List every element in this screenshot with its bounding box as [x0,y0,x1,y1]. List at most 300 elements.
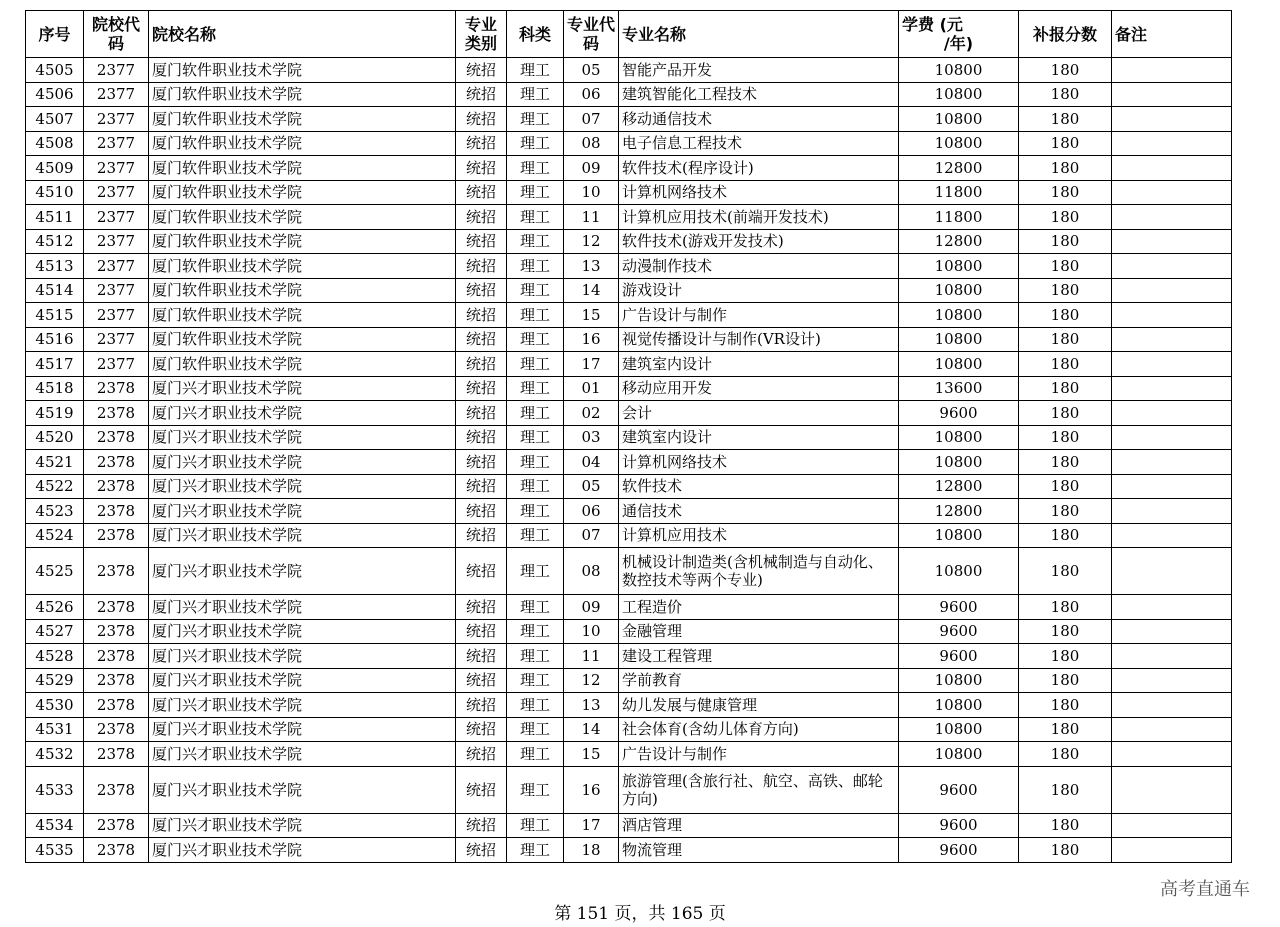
cell-school-name: 厦门兴才职业技术学院 [149,668,456,693]
cell-category: 理工 [507,766,564,813]
cell-note [1112,742,1232,767]
cell-note [1112,229,1232,254]
table-row [26,523,1232,548]
table-row [26,303,1232,328]
cell-major-code: 15 [564,303,619,328]
cell-major-type: 统招 [456,254,507,279]
cell-major-type: 统招 [456,474,507,499]
table-row [26,838,1232,863]
cell-note [1112,303,1232,328]
table-row [26,548,1232,595]
cell-category: 理工 [507,548,564,595]
cell-major-code: 03 [564,425,619,450]
cell-score: 180 [1019,450,1112,475]
cell-major-code: 09 [564,595,619,620]
cell-seq: 4509 [26,156,84,181]
cell-school-code: 2377 [84,229,149,254]
cell-score: 180 [1019,742,1112,767]
cell-note [1112,474,1232,499]
cell-major-code: 06 [564,499,619,524]
cell-major-type: 统招 [456,131,507,156]
cell-major-name: 游戏设计 [619,278,899,303]
cell-school-code: 2377 [84,180,149,205]
cell-school-code: 2378 [84,450,149,475]
cell-score: 180 [1019,766,1112,813]
header-major-name: 专业名称 [619,11,899,58]
cell-score: 180 [1019,668,1112,693]
cell-school-name: 厦门软件职业技术学院 [149,327,456,352]
cell-school-code: 2378 [84,668,149,693]
cell-score: 180 [1019,376,1112,401]
cell-school-code: 2377 [84,131,149,156]
cell-major-code: 09 [564,156,619,181]
cell-school-name: 厦门兴才职业技术学院 [149,474,456,499]
cell-score: 180 [1019,595,1112,620]
cell-major-type: 统招 [456,278,507,303]
cell-school-code: 2378 [84,548,149,595]
cell-major-code: 17 [564,352,619,377]
cell-school-code: 2377 [84,278,149,303]
cell-note [1112,766,1232,813]
cell-category: 理工 [507,450,564,475]
cell-score: 180 [1019,619,1112,644]
cell-category: 理工 [507,742,564,767]
table-row [26,474,1232,499]
cell-major-type: 统招 [456,327,507,352]
cell-score: 180 [1019,205,1112,230]
cell-school-code: 2377 [84,303,149,328]
cell-score: 180 [1019,327,1112,352]
table-row [26,327,1232,352]
cell-school-code: 2378 [84,693,149,718]
cell-tuition: 10800 [899,523,1019,548]
cell-major-name: 视觉传播设计与制作(VR设计) [619,327,899,352]
cell-tuition: 12800 [899,474,1019,499]
cell-note [1112,693,1232,718]
cell-major-type: 统招 [456,58,507,83]
header-school-name: 院校名称 [149,11,456,58]
cell-school-code: 2378 [84,425,149,450]
cell-tuition: 10800 [899,693,1019,718]
cell-major-name: 社会体育(含幼儿体育方向) [619,717,899,742]
cell-category: 理工 [507,82,564,107]
header-major-code: 专业代码 [564,11,619,58]
cell-score: 180 [1019,425,1112,450]
cell-tuition: 9600 [899,619,1019,644]
cell-note [1112,352,1232,377]
table-row [26,278,1232,303]
cell-note [1112,813,1232,838]
cell-school-name: 厦门软件职业技术学院 [149,278,456,303]
cell-school-code: 2378 [84,742,149,767]
cell-school-name: 厦门软件职业技术学院 [149,303,456,328]
cell-major-name: 软件技术 [619,474,899,499]
cell-seq: 4512 [26,229,84,254]
cell-note [1112,425,1232,450]
cell-category: 理工 [507,668,564,693]
table-row [26,58,1232,83]
cell-school-code: 2378 [84,838,149,863]
cell-major-code: 13 [564,254,619,279]
table-row [26,401,1232,426]
cell-note [1112,499,1232,524]
cell-tuition: 10800 [899,58,1019,83]
cell-score: 180 [1019,180,1112,205]
table-row [26,499,1232,524]
table-row [26,376,1232,401]
table-row [26,254,1232,279]
cell-major-name: 计算机网络技术 [619,180,899,205]
cell-seq: 4533 [26,766,84,813]
cell-score: 180 [1019,523,1112,548]
cell-score: 180 [1019,82,1112,107]
cell-school-name: 厦门软件职业技术学院 [149,229,456,254]
cell-school-code: 2378 [84,595,149,620]
cell-score: 180 [1019,58,1112,83]
cell-tuition: 10800 [899,327,1019,352]
cell-school-code: 2377 [84,254,149,279]
cell-tuition: 10800 [899,742,1019,767]
cell-major-name: 动漫制作技术 [619,254,899,279]
cell-school-code: 2377 [84,107,149,132]
cell-tuition: 10800 [899,548,1019,595]
cell-tuition: 11800 [899,205,1019,230]
cell-category: 理工 [507,838,564,863]
cell-major-type: 统招 [456,450,507,475]
cell-major-code: 14 [564,278,619,303]
cell-major-name: 物流管理 [619,838,899,863]
cell-tuition: 12800 [899,229,1019,254]
table-row [26,205,1232,230]
cell-seq: 4529 [26,668,84,693]
cell-major-name: 学前教育 [619,668,899,693]
cell-tuition: 10800 [899,450,1019,475]
cell-school-name: 厦门软件职业技术学院 [149,58,456,83]
cell-major-name: 通信技术 [619,499,899,524]
cell-major-code: 12 [564,668,619,693]
table-row [26,82,1232,107]
cell-note [1112,523,1232,548]
page-footer: 第 151 页，共 165 页 [554,904,726,924]
cell-major-code: 01 [564,376,619,401]
cell-major-code: 18 [564,838,619,863]
cell-major-code: 13 [564,693,619,718]
cell-score: 180 [1019,278,1112,303]
cell-note [1112,376,1232,401]
table-row [26,352,1232,377]
cell-major-name: 电子信息工程技术 [619,131,899,156]
cell-major-name: 广告设计与制作 [619,303,899,328]
cell-school-code: 2378 [84,813,149,838]
cell-major-type: 统招 [456,180,507,205]
cell-note [1112,450,1232,475]
cell-major-type: 统招 [456,303,507,328]
cell-category: 理工 [507,205,564,230]
cell-score: 180 [1019,131,1112,156]
table-row [26,131,1232,156]
cell-school-code: 2377 [84,156,149,181]
cell-tuition: 10800 [899,717,1019,742]
cell-tuition: 10800 [899,352,1019,377]
cell-school-name: 厦门软件职业技术学院 [149,180,456,205]
cell-note [1112,327,1232,352]
cell-score: 180 [1019,644,1112,669]
cell-note [1112,131,1232,156]
cell-seq: 4507 [26,107,84,132]
cell-score: 180 [1019,303,1112,328]
cell-seq: 4523 [26,499,84,524]
cell-school-code: 2378 [84,376,149,401]
cell-major-name: 计算机网络技术 [619,450,899,475]
cell-school-name: 厦门兴才职业技术学院 [149,595,456,620]
cell-major-name: 金融管理 [619,619,899,644]
header-tuition [899,11,1019,58]
cell-major-code: 16 [564,766,619,813]
header-seq: 序号 [26,11,84,58]
cell-seq: 4513 [26,254,84,279]
table-row [26,156,1232,181]
cell-category: 理工 [507,499,564,524]
cell-note [1112,548,1232,595]
cell-major-code: 10 [564,619,619,644]
cell-tuition: 10800 [899,668,1019,693]
cell-score: 180 [1019,229,1112,254]
cell-major-code: 08 [564,131,619,156]
table-row [26,595,1232,620]
cell-category: 理工 [507,107,564,132]
cell-school-name: 厦门软件职业技术学院 [149,254,456,279]
cell-seq: 4524 [26,523,84,548]
header-category: 科类 [507,11,564,58]
cell-tuition: 9600 [899,766,1019,813]
cell-major-type: 统招 [456,619,507,644]
cell-school-code: 2378 [84,644,149,669]
cell-score: 180 [1019,717,1112,742]
cell-major-name: 建筑室内设计 [619,352,899,377]
cell-major-code: 05 [564,474,619,499]
cell-tuition: 11800 [899,180,1019,205]
cell-tuition: 9600 [899,401,1019,426]
cell-category: 理工 [507,303,564,328]
header-major-type: 专业类别 [456,11,507,58]
cell-major-code: 17 [564,813,619,838]
cell-score: 180 [1019,499,1112,524]
cell-school-name: 厦门软件职业技术学院 [149,352,456,377]
cell-seq: 4518 [26,376,84,401]
cell-category: 理工 [507,523,564,548]
table-row [26,619,1232,644]
cell-school-code: 2378 [84,766,149,813]
cell-tuition: 12800 [899,499,1019,524]
cell-major-code: 07 [564,523,619,548]
cell-major-name: 酒店管理 [619,813,899,838]
cell-category: 理工 [507,693,564,718]
cell-tuition: 10800 [899,82,1019,107]
cell-school-name: 厦门兴才职业技术学院 [149,693,456,718]
cell-seq: 4534 [26,813,84,838]
table-row [26,717,1232,742]
cell-score: 180 [1019,474,1112,499]
cell-seq: 4528 [26,644,84,669]
cell-major-name: 会计 [619,401,899,426]
cell-major-name: 软件技术(程序设计) [619,156,899,181]
cell-major-name: 移动通信技术 [619,107,899,132]
cell-tuition: 9600 [899,813,1019,838]
cell-score: 180 [1019,813,1112,838]
cell-school-name: 厦门软件职业技术学院 [149,205,456,230]
cell-school-code: 2377 [84,327,149,352]
cell-school-code: 2377 [84,82,149,107]
cell-school-code: 2378 [84,401,149,426]
cell-school-name: 厦门兴才职业技术学院 [149,425,456,450]
table-row [26,742,1232,767]
cell-seq: 4520 [26,425,84,450]
cell-seq: 4508 [26,131,84,156]
admission-table [25,10,1232,863]
cell-seq: 4532 [26,742,84,767]
cell-category: 理工 [507,156,564,181]
cell-score: 180 [1019,107,1112,132]
cell-major-type: 统招 [456,156,507,181]
cell-major-name: 工程造价 [619,595,899,620]
cell-seq: 4510 [26,180,84,205]
cell-tuition: 9600 [899,644,1019,669]
cell-school-name: 厦门兴才职业技术学院 [149,838,456,863]
cell-major-code: 11 [564,644,619,669]
cell-category: 理工 [507,58,564,83]
cell-major-code: 12 [564,229,619,254]
cell-major-type: 统招 [456,499,507,524]
cell-note [1112,668,1232,693]
cell-note [1112,107,1232,132]
cell-major-code: 16 [564,327,619,352]
cell-school-name: 厦门软件职业技术学院 [149,82,456,107]
cell-school-code: 2378 [84,474,149,499]
cell-major-code: 11 [564,205,619,230]
cell-major-code: 15 [564,742,619,767]
cell-major-type: 统招 [456,742,507,767]
cell-seq: 4506 [26,82,84,107]
cell-major-type: 统招 [456,229,507,254]
cell-major-name: 广告设计与制作 [619,742,899,767]
cell-school-code: 2378 [84,499,149,524]
cell-category: 理工 [507,278,564,303]
cell-major-type: 统招 [456,838,507,863]
cell-school-code: 2378 [84,717,149,742]
table-row [26,766,1232,813]
header-score: 补报分数 [1019,11,1112,58]
cell-note [1112,838,1232,863]
cell-seq: 4519 [26,401,84,426]
table-row [26,107,1232,132]
cell-score: 180 [1019,693,1112,718]
cell-major-name: 建筑智能化工程技术 [619,82,899,107]
cell-major-type: 统招 [456,82,507,107]
cell-category: 理工 [507,131,564,156]
cell-score: 180 [1019,548,1112,595]
cell-school-name: 厦门兴才职业技术学院 [149,619,456,644]
cell-category: 理工 [507,595,564,620]
cell-category: 理工 [507,352,564,377]
cell-category: 理工 [507,376,564,401]
cell-note [1112,619,1232,644]
cell-tuition: 10800 [899,278,1019,303]
cell-tuition: 10800 [899,303,1019,328]
cell-category: 理工 [507,644,564,669]
cell-major-name: 计算机应用技术(前端开发技术) [619,205,899,230]
cell-seq: 4516 [26,327,84,352]
cell-seq: 4527 [26,619,84,644]
cell-tuition: 10800 [899,107,1019,132]
header-tuition-line2: /年) [943,34,974,53]
watermark-text: 高考直通车 [1160,879,1250,900]
cell-category: 理工 [507,229,564,254]
table-row [26,425,1232,450]
cell-category: 理工 [507,327,564,352]
cell-major-name: 机械设计制造类(含机械制造与自动化、数控技术等两个专业) [619,548,899,595]
cell-major-code: 02 [564,401,619,426]
cell-school-name: 厦门兴才职业技术学院 [149,450,456,475]
cell-school-name: 厦门兴才职业技术学院 [149,499,456,524]
cell-category: 理工 [507,813,564,838]
cell-seq: 4531 [26,717,84,742]
cell-seq: 4521 [26,450,84,475]
cell-note [1112,595,1232,620]
cell-school-name: 厦门兴才职业技术学院 [149,401,456,426]
header-school-code: 院校代码 [84,11,149,58]
cell-category: 理工 [507,474,564,499]
table-row [26,180,1232,205]
cell-major-name: 旅游管理(含旅行社、航空、高铁、邮轮方向) [619,766,899,813]
cell-note [1112,254,1232,279]
cell-major-type: 统招 [456,644,507,669]
cell-major-name: 建设工程管理 [619,644,899,669]
cell-major-code: 05 [564,58,619,83]
cell-seq: 4522 [26,474,84,499]
cell-school-name: 厦门兴才职业技术学院 [149,742,456,767]
cell-category: 理工 [507,717,564,742]
cell-tuition: 10800 [899,425,1019,450]
cell-school-name: 厦门兴才职业技术学院 [149,523,456,548]
table-row [26,229,1232,254]
cell-tuition: 10800 [899,131,1019,156]
cell-major-type: 统招 [456,548,507,595]
cell-note [1112,180,1232,205]
cell-major-name: 软件技术(游戏开发技术) [619,229,899,254]
cell-school-code: 2378 [84,523,149,548]
cell-category: 理工 [507,619,564,644]
table-row [26,644,1232,669]
table-header-row [26,11,1232,58]
cell-major-name: 幼儿发展与健康管理 [619,693,899,718]
cell-major-type: 统招 [456,668,507,693]
cell-tuition: 9600 [899,595,1019,620]
cell-note [1112,717,1232,742]
cell-school-name: 厦门兴才职业技术学院 [149,644,456,669]
cell-note [1112,156,1232,181]
cell-major-type: 统招 [456,523,507,548]
cell-major-type: 统招 [456,595,507,620]
cell-seq: 4530 [26,693,84,718]
cell-category: 理工 [507,425,564,450]
cell-major-name: 智能产品开发 [619,58,899,83]
cell-major-type: 统招 [456,717,507,742]
cell-note [1112,82,1232,107]
header-note: 备注 [1112,11,1232,58]
table-body [26,58,1232,863]
cell-note [1112,58,1232,83]
cell-major-type: 统招 [456,205,507,230]
